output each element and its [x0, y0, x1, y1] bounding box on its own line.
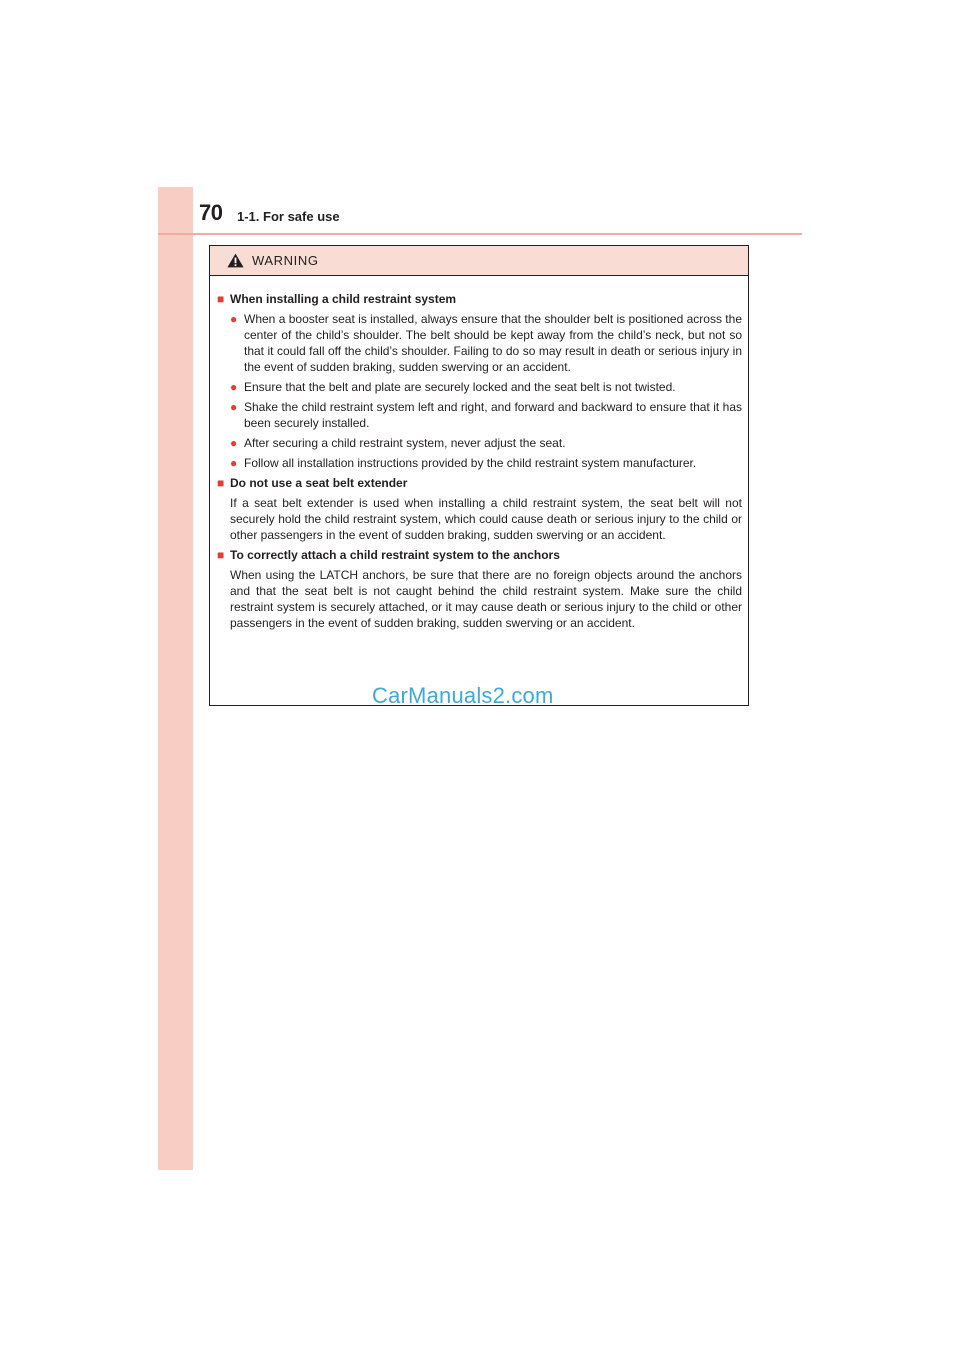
bullet-text: When a booster seat is installed, always ensure that the shoulder belt is positioned across the center of the child’s shoulder. The belt should be kept away from the child’s neck, but not so that it could fall off the child’s shoulder. Failing to do so may result in death or serious injury in the event of sudden braking, sudden swerving or an accident. — [244, 312, 742, 374]
heading-text: To correctly attach a child restraint system to the anchors — [230, 548, 560, 562]
warning-label: WARNING — [252, 253, 319, 268]
square-bullet-icon: ■ — [217, 476, 225, 490]
circle-bullet-icon: ● — [230, 400, 238, 414]
header-rule — [158, 233, 802, 235]
circle-bullet-icon: ● — [230, 436, 238, 450]
bullet-item — [217, 399, 742, 431]
side-tab — [158, 187, 193, 1170]
square-bullet-icon: ■ — [217, 548, 225, 562]
section-paragraph: When using the LATCH anchors, be sure that there are no foreign objects around the anchors and that the seat belt is not caught behind the child restraint system. Make sure the child restraint system is securely attached, or it may cause death or serious injury to the child or other passengers in the event of sudden braking, sudden swerving or an accident. — [230, 568, 742, 630]
circle-bullet-icon: ● — [230, 312, 238, 326]
page-number: 70 — [199, 200, 223, 225]
bullet-item — [217, 311, 742, 375]
circle-bullet-icon: ● — [230, 380, 238, 394]
watermark: CarManuals2.com — [372, 683, 554, 708]
bullet-item — [217, 455, 742, 471]
bullet-text: Follow all installation instructions provided by the child restraint system manufacturer. — [244, 456, 697, 470]
section-heading — [217, 475, 742, 491]
bullet-text: After securing a child restraint system, never adjust the seat. — [244, 436, 566, 450]
section-title: 1-1. For safe use — [237, 209, 340, 224]
heading-text: When installing a child restraint system — [230, 292, 457, 306]
warning-body — [210, 276, 748, 631]
bullet-item — [217, 435, 742, 451]
square-bullet-icon: ■ — [217, 292, 225, 306]
section-heading — [217, 547, 742, 563]
section-heading — [217, 291, 742, 307]
warning-triangle-icon — [227, 253, 244, 268]
heading-text: Do not use a seat belt extender — [230, 476, 408, 490]
bullet-text: Ensure that the belt and plate are securely locked and the seat belt is not twisted. — [244, 380, 676, 394]
section-paragraph: If a seat belt extender is used when installing a child restraint system, the seat belt will not securely hold the child restraint system, which could cause death or serious injury to the child or other passengers in the event of sudden braking, sudden swerving or an accident. — [230, 496, 742, 542]
circle-bullet-icon: ● — [230, 456, 238, 470]
bullet-item — [217, 379, 742, 395]
warning-header — [210, 246, 748, 276]
bullet-text: Shake the child restraint system left and right, and forward and backward to ensure that it has been securely installed. — [244, 400, 742, 430]
warning-box — [209, 245, 749, 706]
